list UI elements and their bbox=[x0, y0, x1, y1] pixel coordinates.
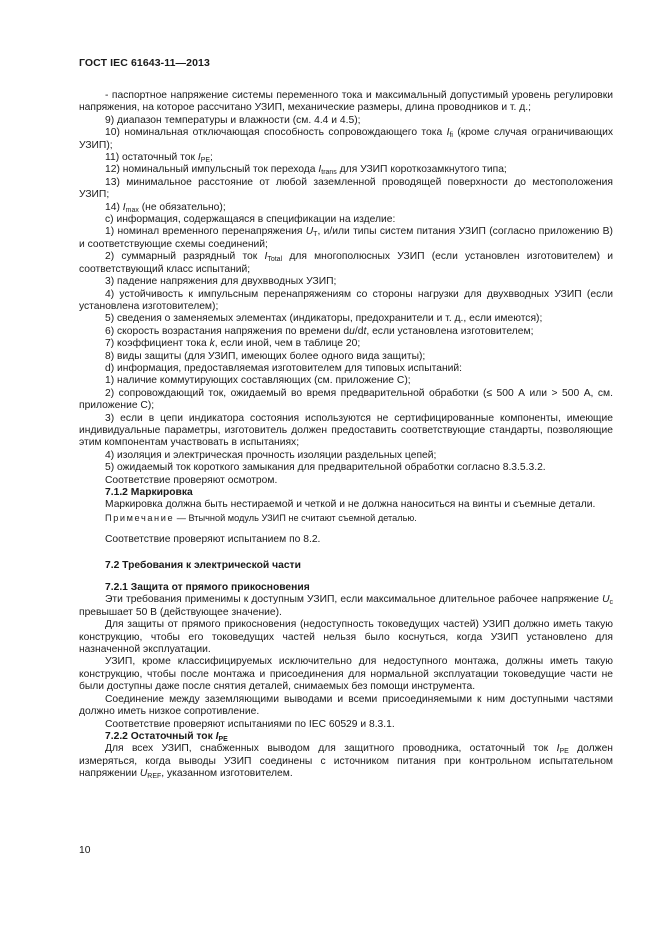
note bbox=[79, 512, 613, 524]
document-header: ГОСТ IEC 61643-11—2013 bbox=[79, 57, 210, 69]
heading-7-2-2: 7.2.2 Остаточный ток $I_{PE}$ bbox=[105, 730, 228, 743]
compliance-inspection: Соответствие проверяют осмотром. bbox=[105, 474, 278, 486]
item-9: 9) диапазон температуры и влажности (см. 4.4 и 4.5); bbox=[105, 114, 361, 126]
note-text: — Втычной модуль УЗИП не считают съемной деталью. bbox=[174, 512, 417, 523]
item-d1: 1) наличие коммутирующих составляющих (см. приложение С); bbox=[105, 375, 411, 387]
item-c5: 5) сведения о заменяемых элементах (индикаторы, предохранители и т. д., если имеются); bbox=[105, 313, 543, 325]
item-c7: 7) коэффициент тока k, если иной, чем в таблице 20; bbox=[105, 338, 361, 350]
item-d: d) информация, предоставляемая изготовителем для типовых испытаний: bbox=[105, 362, 463, 374]
paragraph-residual-current: Для всех УЗИП, снабженных выводом для защитного проводника, остаточный ток $I_{PE}$ должен измеряться, когда выводы УЗИП соединены с источником питания при контрольном испытательном напряжении $U_{REF}$, указанном изготовителем. bbox=[79, 743, 613, 781]
heading-7-2: 7.2 Требования к электрической части bbox=[105, 559, 301, 571]
item-c: c) информация, содержащаяся в спецификации на изделие: bbox=[105, 214, 396, 226]
item-c6: 6) скорость возрастания напряжения по времени du/dt, если установлена изготовителем; bbox=[105, 325, 534, 337]
paragraph-direct-contact: Для защиты от прямого прикосновения (недоступность токоведущих частей) УЗИП должно иметь такую конструкцию, чтобы его токоведущих частей нельзя было коснуться, когда УЗИП установлено для назначенной эксплуатации. bbox=[79, 619, 613, 656]
item-11: 11) остаточный ток $I_{PE}$; bbox=[105, 152, 213, 165]
item-14: 14) $I_{max}$ (не обязательно); bbox=[105, 201, 226, 214]
note-label: Примечание bbox=[105, 512, 175, 523]
heading-7-1-2: 7.1.2 Маркировка bbox=[105, 487, 193, 498]
item-d3: 3) если в цепи индикатора состояния используются не сертифицированные компоненты, имеющие индивидуальные параметры, изготовитель должен предоставить соответствующие стандарты, позволяющие этим компонентам участвовать в испытаниях; bbox=[79, 412, 613, 449]
compliance-iec-60529: Соответствие проверяют испытаниями по IEC 60529 и 8.3.1. bbox=[105, 718, 395, 730]
compliance-test-8-2: Соответствие проверяют испытанием по 8.2. bbox=[105, 534, 321, 546]
paragraph-earthing: Соединение между заземляющими выводами и всеми присоединяемыми к ним доступными частями должно иметь низкое сопротивление. bbox=[79, 693, 613, 718]
page-body bbox=[79, 90, 613, 781]
heading-7-2-1: 7.2.1 Защита от прямого прикосновения bbox=[105, 582, 310, 594]
page-number: 10 bbox=[79, 845, 91, 856]
item-10: 10) номинальная отключающая способность сопровождающего тока $I_{fi}$ (кроме случая ограничивающих УЗИП); bbox=[79, 127, 613, 151]
paragraph-rated-voltage: - паспортное напряжение системы переменного тока и максимальный допустимый уровень регулировки напряжения, на которое рассчитано УЗИП, механические размеры, длина проводников и т. д.; bbox=[79, 90, 613, 114]
item-c2: 2) суммарный разрядный ток $I_{Total}$ для многополюсных УЗИП (если установлен изготовителем) и соответствующий класс испытаний; bbox=[79, 251, 613, 275]
item-d2: 2) сопровождающий ток, ожидаемый во время предварительной обработки (≤ 500 А или > 500 А, см. приложение С); bbox=[79, 387, 613, 412]
item-c4: 4) устойчивость к импульсным перенапряжениям со стороны нагрузки для двухвводных УЗИП (если установлена изготовителем); bbox=[79, 288, 613, 312]
item-c1: 1) номинал временного перенапряжения $U_T$, и/или типы систем питания УЗИП (согласно приложению В) и соответствующие схемы соединений; bbox=[79, 226, 613, 250]
paragraph-applicability: Эти требования применимы к доступным УЗИП, если максимальное длительное рабочее напряжение $U_c$ превышает 50 В (действующее значение). bbox=[79, 594, 613, 618]
item-c8: 8) виды защиты (для УЗИП, имеющих более одного вида защиты); bbox=[105, 350, 426, 362]
item-c3: 3) падение напряжения для двухвводных УЗИП; bbox=[105, 276, 337, 288]
item-d4: 4) изоляция и электрическая прочность изоляции раздельных цепей; bbox=[105, 449, 437, 461]
paragraph-construction: УЗИП, кроме классифицируемых исключительно для недоступного монтажа, должны иметь такую конструкцию, чтобы после монтажа и присоединения для нормальной эксплуатации токоведущие части не были доступны даже после снятия деталей, снимаемых без помощи инструмента. bbox=[79, 656, 613, 693]
paragraph-marking: Маркировка должна быть нестираемой и четкой и не должна наноситься на винты и съемные детали. bbox=[105, 499, 596, 511]
item-13: 13) минимальное расстояние от любой заземленной проводящей поверхности до местоположения УЗИП; bbox=[79, 176, 613, 201]
item-d5: 5) ожидаемый ток короткого замыкания для предварительной обработки согласно 8.3.5.3.2. bbox=[105, 462, 546, 474]
item-12: 12) номинальный импульсный ток перехода $I_{trans}$ для УЗИП короткозамкнутого типа; bbox=[105, 164, 507, 177]
